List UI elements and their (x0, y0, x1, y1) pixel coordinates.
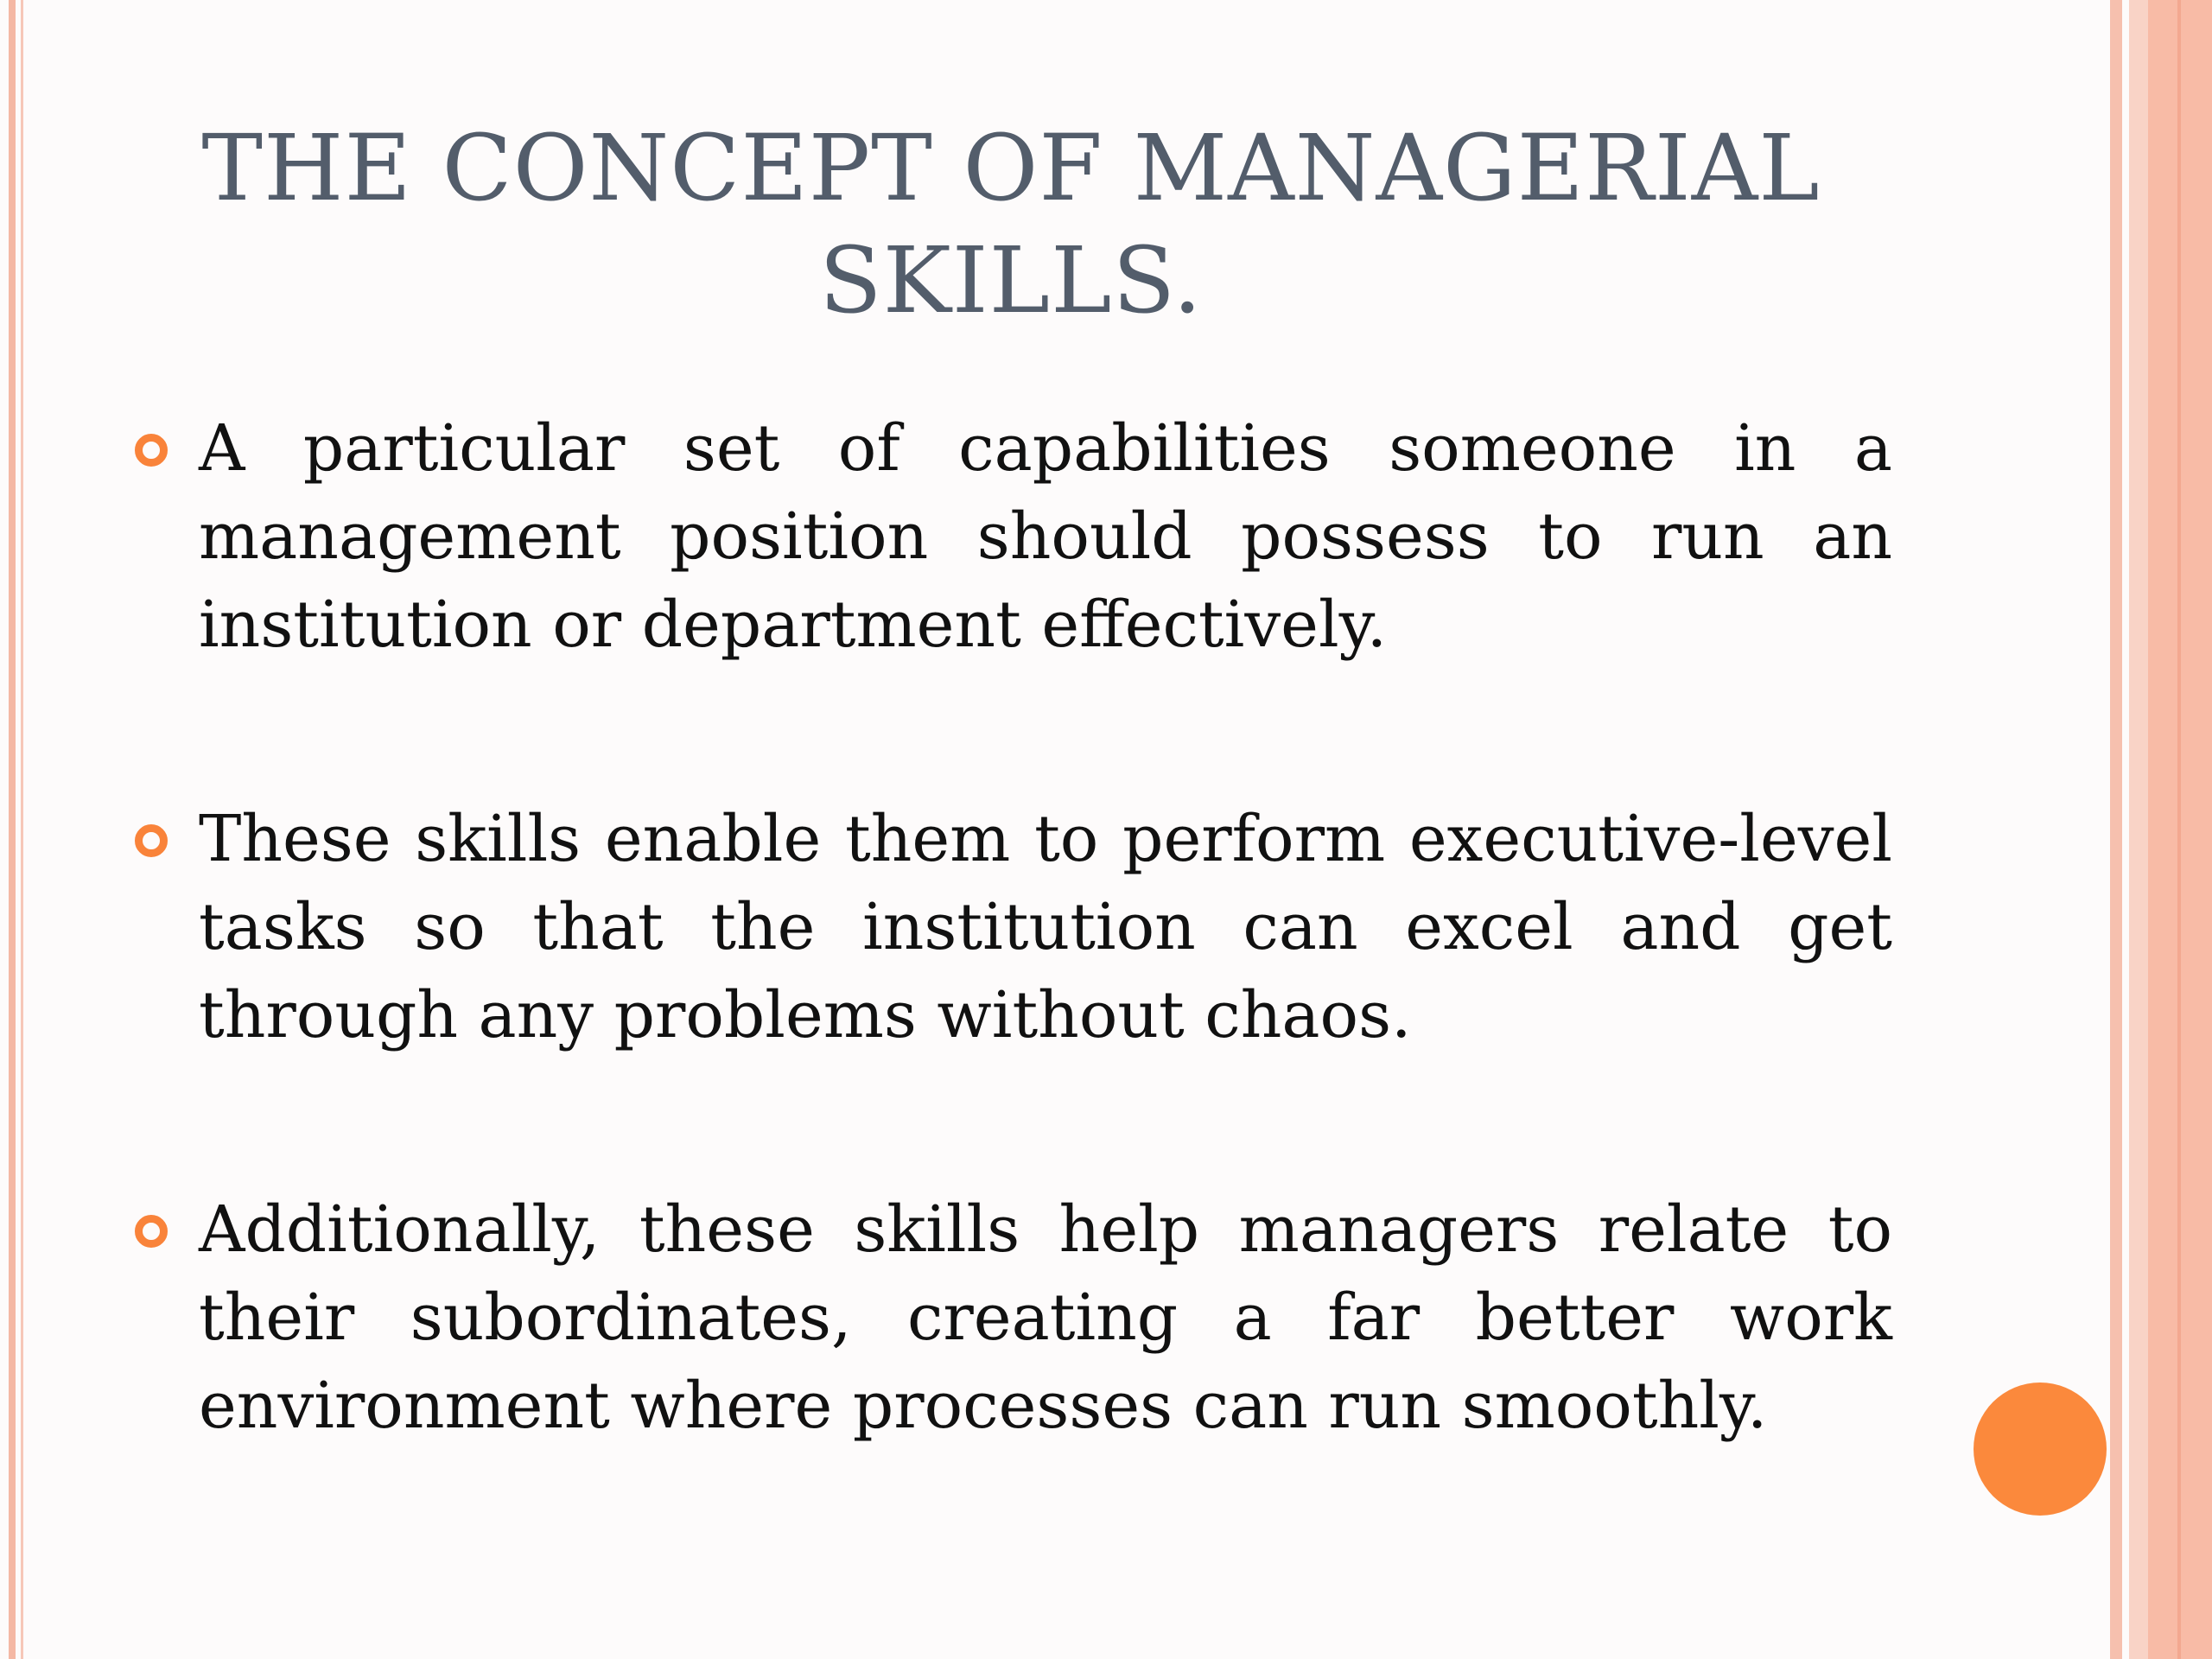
bullet-text: These skills enable them to perform executive-level tasks so that the institution can excel and get through any problems without chaos. (199, 802, 1892, 1052)
left-border-stripe-thin (21, 0, 23, 1659)
orange-circle-icon (1974, 1382, 2107, 1516)
right-border-stripe (2110, 0, 2122, 1659)
slide-title: THE CONCEPT OF MANAGERIAL SKILLS. (201, 115, 1821, 334)
bullet-item (130, 404, 1892, 669)
hollow-circle-bullet-icon (135, 1215, 168, 1248)
bullet-list (130, 404, 1892, 1576)
bullet-text: A particular set of capabilities someone in a management position should possess to run an institution or department effectively. (199, 411, 1892, 662)
left-border-stripe (9, 0, 16, 1659)
right-border-line (2177, 0, 2181, 1659)
bullet-item (130, 795, 1892, 1059)
hollow-circle-bullet-icon (135, 434, 168, 467)
right-border-stripe-light (2129, 0, 2148, 1659)
bullet-text: Additionally, these skills help managers relate to their subordinates, creating a far better work environment where processes can run smoothly. (199, 1192, 1892, 1443)
bullet-item (130, 1185, 1892, 1450)
hollow-circle-bullet-icon (135, 824, 168, 857)
